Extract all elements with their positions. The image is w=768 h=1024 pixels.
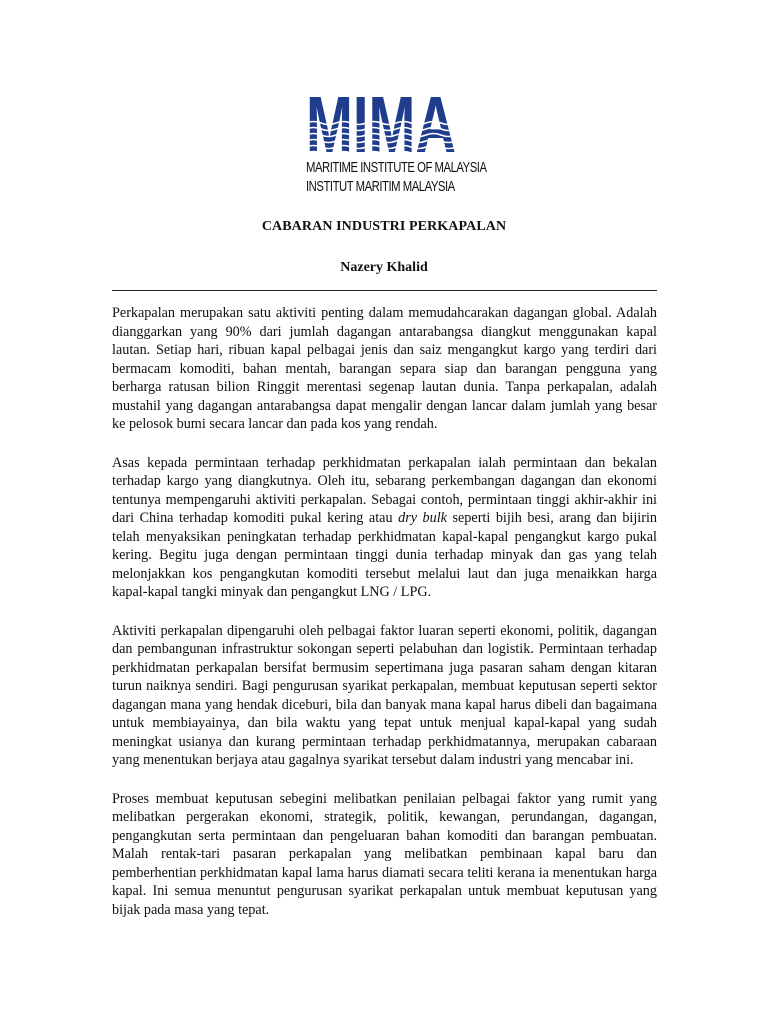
title-divider [112,290,657,291]
paragraph-2-part-1: Asas kepada permintaan terhadap perkhidmatan perkapalan ialah permintaan dan bekalan terhadap kargo yang diangkutnya. Oleh itu, sebarang perkembangan dagangan dan ekonomi tentunya mempengaruhi aktiviti perkapalan. Sebagai contoh, permintaan tinggi akhir-akhir ini dari China terhadap komoditi pukal kering atau [112,454,657,526]
mima-logo [306,90,487,198]
paragraph-2 [112,454,657,602]
paragraph-3: Aktiviti perkapalan dipengaruhi oleh pelbagai faktor luaran seperti ekonomi, politik, dagangan dan pembangunan infrastruktur sokongan seperti pelabuhan dan logistik. Permintaan terhadap perkhidmatan perkapalan bersifat bermusim sepertimana juga pasaran saham dengan kitaran turun naiknya sendiri. Bagi pengurusan syarikat perkapalan, membuat keputusan seperti sektor dagangan mana yang hendak diceburi, bila dan banyak mana kapal harus dibeli dan bagaimana untuk membiayainya, dan bila waktu yang tepat untuk menjual kapal-kapal yang sudah meningkat usianya dan kurang permintaan terhadap perkhidmatannya, merupakan cabaraan yang menentukan berjaya atau gagalnya syarikat tersebut dalam industri yang mencabar ini. [112,622,657,768]
logo-text-english: MARITIME INSTITUTE OF MALAYSIA [306,160,487,176]
article-body [112,304,657,939]
document-title: CABARAN INDUSTRI PERKAPALAN [261,219,507,234]
paragraph-2-part-2: seperti bijih besi, arang dan bijirin telah menyaksikan peningkatan terhadap perkhidmatan kapal-kapal pengangkut kargo pukal kering. Begitu juga dengan permintaan tinggi dunia terhadap minyak dan gas yang telah melonjakkan kos pengangkutan komoditi tersebut melalui laut dan juga menaikkan harga kapal-kapal tangki minyak dan pengangkut LNG / LPG. [112,510,658,600]
document-author: Nazery Khalid [340,260,428,275]
paragraph-4: Proses membuat keputusan sebegini melibatkan penilaian pelbagai faktor yang rumit yang melibatkan pergerakan ekonomi, strategik, politik, kewangan, perundangan, dagangan, pengangkutan serta permintaan dan pengeluaran bahan komoditi dan barangan pembuatan. Malah rentak-tari pasaran perkapalan yang melibatkan pembinaan kapal baru dan pemberhentian perkhidmatan kapal lama harus diamati secara teliti kerana ia menentukan harga kapal. Ini semua menuntut pengurusan syarikat perkapalan untuk membuat keputusan yang bijak pada masa yang tepat. [112,790,657,918]
paragraph-1: Perkapalan merupakan satu aktiviti penting dalam memudahcarakan dagangan global. Adalah dianggarkan yang 90% dari jumlah dagangan antarabangsa diangkut menggunakan kapal lautan. Setiap hari, ribuan kapal pelbagai jenis dan saiz mengangkut kargo yang terdiri dari bermacam komoditi, bahan mentah, barangan separa siap dan barangan pengguna yang berharga ratusan bilion Ringgit merentasi segenap lautan dunia. Tanpa perkapalan, adalah mustahil yang dagangan antarabangsa dapat mengalir dengan lancar dalam jumlah yang besar ke pelosok bumi secara lancar dan pada kos yang rendah. [112,305,657,432]
paragraph-2-italic-term: dry bulk [398,510,447,526]
mima-logo-mark [306,90,456,156]
logo-text-malay: INSTITUT MARITIM MALAYSIA [306,179,455,195]
